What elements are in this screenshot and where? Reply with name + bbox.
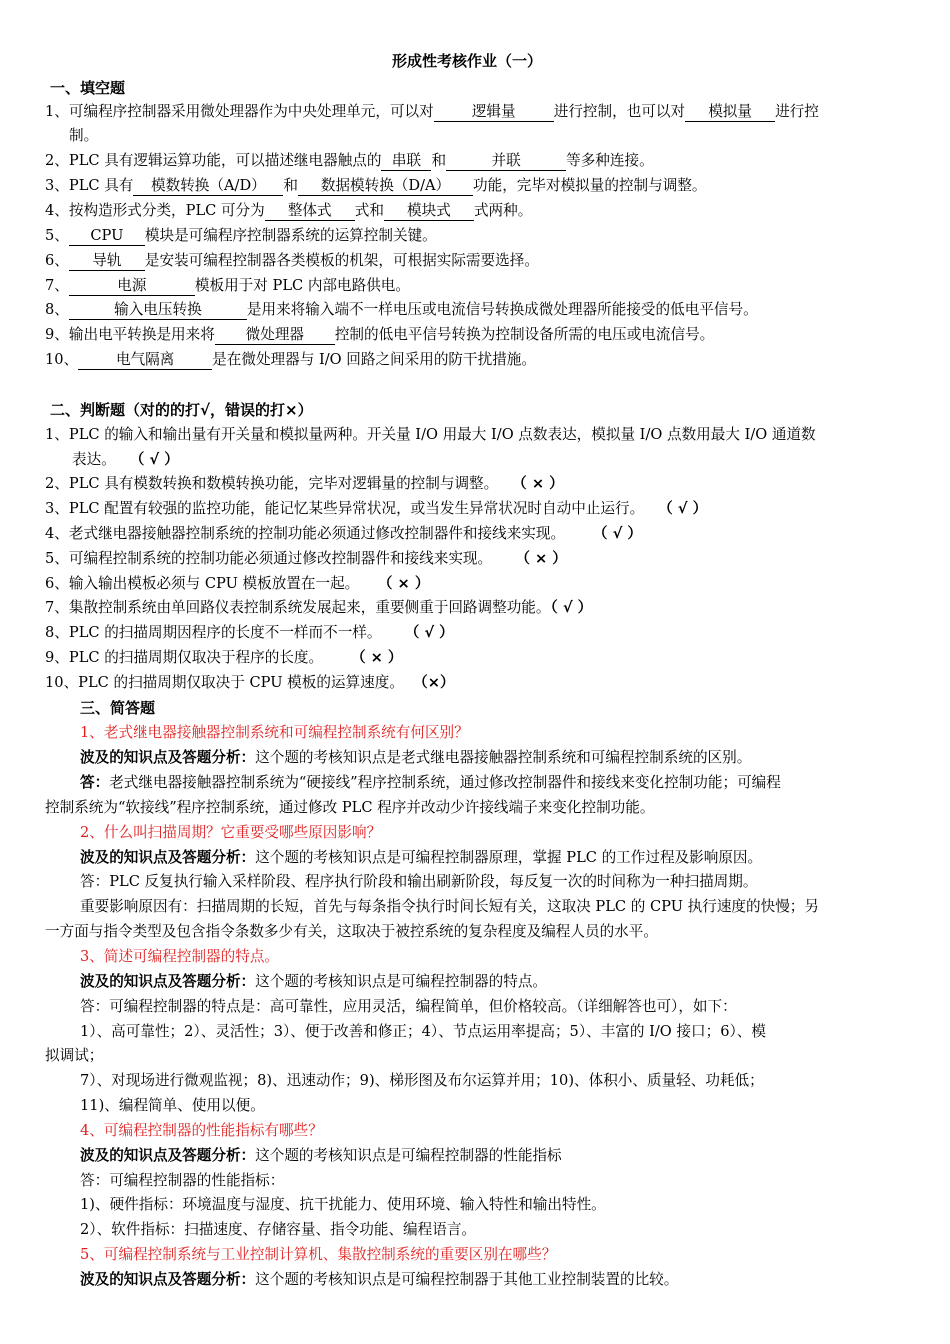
fill-question-5 (45, 225, 437, 247)
question-text: 5、 (45, 227, 69, 244)
short-question-2: 2、什么叫扫描周期？它重要受哪些原因影响？ (80, 824, 382, 841)
analysis-label: 波及的知识点及答题分析： (80, 749, 256, 766)
fill-question-7 (45, 275, 410, 297)
analysis-2 (80, 847, 762, 869)
answer-3-line-1: 答：可编程控制器的特点是：高可靠性，应用灵活，编程简单，但价格较高。（详细解答也可），如下： (80, 998, 737, 1015)
question-text: 是用来将输入端不一样电压或电流信号转换成微处理器所能接受的低电平信号。 (246, 301, 758, 318)
answer-2-line-1: 答：PLC 反复执行输入采样阶段、程序执行阶段和输出刷新阶段，每反复一次的时间称为一种扫描周期。 (80, 873, 758, 890)
answer-blank: 串联 (381, 151, 431, 171)
question-text: 是在微处理器与 I/O 回路之间采用的防干扰措施。 (212, 351, 536, 368)
question-text: 3、PLC 配置有较强的监控功能，能记忆某些异常状况，或当发生异常状况时自动中止运行。 (45, 500, 645, 517)
answer-3-line-5: 11)、编程简单、使用以便。 (80, 1097, 265, 1114)
answer-mark: （ √ ） (592, 525, 643, 542)
analysis-5 (80, 1269, 678, 1291)
question-text: 9、输出电平转换是用来将 (45, 326, 215, 343)
question-text: 和 (431, 152, 447, 169)
fill-question-3 (45, 175, 707, 197)
answer-mark: （ × ） (512, 475, 564, 492)
question-text: 10、PLC 的扫描周期仅取决于 CPU 模板的运算速度。 (45, 674, 404, 691)
fill-question-6 (45, 250, 539, 272)
answer-1-line-2: 控制系统为“软接线”程序控制系统，通过修改 PLC 程序并改动少许接线端子来变化控制功能。 (45, 799, 655, 816)
question-text: 模板用于对 PLC 内部电路供电。 (194, 277, 410, 294)
analysis-text: 这个题的考核知识点是老式继电器接触器控制系统和可编程控制系统的区别。 (255, 749, 752, 766)
question-text: 8、 (45, 301, 69, 318)
tf-question-1-cont (72, 449, 179, 471)
answer-blank: 模数转换（A/D） (133, 176, 283, 196)
section-heading-short-answer: 三、简答题 (80, 699, 156, 717)
fill-question-2 (45, 150, 654, 172)
fill-question-1-cont: 制。 (69, 127, 99, 144)
question-text: 4、按构造形式分类，PLC 可分为 (45, 202, 265, 219)
section-heading-true-false: 二、判断题（对的的打√，错误的打×） (50, 401, 313, 419)
tf-question-10 (45, 672, 455, 694)
answer-2-line-2: 重要影响原因有：扫描周期的长短，首先与每条指令执行时间长短有关，这取决 PLC 的 CPU 执行速度的快慢；另 (80, 898, 819, 915)
question-text: 3、PLC 具有 (45, 177, 134, 194)
question-text: 5、可编程控制系统的控制功能必须通过修改控制器件和接线来实现。 (45, 550, 493, 567)
question-text: 4、老式继电器接触器控制系统的控制功能必须通过修改控制器件和接线来实现。 (45, 525, 566, 542)
answer-blank: 模拟量 (685, 102, 775, 122)
answer-mark: （ × ） (377, 575, 430, 592)
answer-mark: （ √ ） (404, 624, 454, 641)
question-text: 式两种。 (473, 202, 533, 219)
answer-1-line-1 (80, 772, 781, 794)
question-text: 进行控 (775, 103, 819, 120)
fill-question-4 (45, 200, 532, 222)
question-text: 模块是可编程序控制器系统的运算控制关键。 (144, 227, 437, 244)
question-text: 2、PLC 具有逻辑运算功能，可以描述继电器触点的 (45, 152, 382, 169)
answer-blank: 电源 (69, 276, 195, 296)
answer-blank: 电气隔离 (78, 350, 212, 370)
fill-question-9 (45, 324, 714, 346)
short-question-5: 5、可编程控制系统与工业控制计算机、集散控制系统的重要区别在哪些？ (80, 1246, 557, 1263)
fill-question-8 (45, 299, 758, 321)
question-text: 6、 (45, 252, 69, 269)
analysis-1 (80, 747, 751, 769)
answer-3-line-3: 拟调试； (45, 1047, 104, 1064)
answer-label: 答： (80, 774, 110, 791)
short-question-3: 3、简述可编程控制器的特点。 (80, 948, 280, 965)
tf-question-5 (45, 548, 567, 570)
analysis-text: 这个题的考核知识点是可编程控制器于其他工业控制装置的比较。 (255, 1271, 679, 1288)
answer-blank: 数据模转换（D/A） (298, 176, 473, 196)
analysis-label: 波及的知识点及答题分析： (80, 1147, 256, 1164)
short-question-4: 4、可编程控制器的性能指标有哪些？ (80, 1122, 323, 1139)
analysis-label: 波及的知识点及答题分析： (80, 973, 256, 990)
question-text: 功能，完毕对模拟量的控制与调整。 (473, 177, 707, 194)
question-text: 7、 (45, 277, 69, 294)
answer-blank: 输入电压转换 (69, 300, 247, 320)
answer-mark: （ √ ） (658, 500, 708, 517)
question-text: 等多种连接。 (566, 152, 654, 169)
tf-question-9 (45, 647, 403, 669)
question-text: 表达。 (72, 451, 116, 468)
question-text: 6、输入输出模板必须与 CPU 模板放置在一起。 (45, 575, 360, 592)
answer-blank: 整体式 (265, 201, 355, 221)
question-text: 9、PLC 的扫描周期仅取决于程序的长度。 (45, 649, 324, 666)
answer-blank: 导轨 (69, 251, 145, 271)
question-text: 2、PLC 具有模数转换和数模转换功能，完毕对逻辑量的控制与调整。 (45, 475, 499, 492)
answer-4-line-1: 答：可编程控制器的性能指标： (80, 1172, 285, 1189)
answer-4-line-3: 2）、软件指标：扫描速度、存储容量、指令功能、编程语言。 (80, 1221, 477, 1238)
tf-question-3 (45, 498, 707, 520)
answer-3-line-2: 1）、高可靠性；2）、灵活性；3）、便于改善和修正；4）、节点运用率提高；5）、丰富的 I/O 接口；6）、模 (80, 1023, 766, 1040)
answer-3-line-4: 7）、对现场进行微观监视；8)、迅速动作；9)、梯形图及布尔运算并用；10)、体积小、质量轻、功耗低； (80, 1072, 764, 1089)
analysis-text: 这个题的考核知识点是可编程控制器的特点。 (255, 973, 548, 990)
question-text: 8、PLC 的扫描周期因程序的长度不一样而不一样。 (45, 624, 382, 641)
question-text: 10、 (45, 351, 79, 368)
answer-mark: （ × ） (350, 649, 403, 666)
answer-mark: （ √ ） (550, 599, 593, 616)
analysis-text: 这个题的考核知识点是可编程控制器原理，掌握 PLC 的工作过程及影响原因。 (255, 849, 763, 866)
fill-question-1 (45, 101, 819, 123)
question-text: 控制的低电平信号转换为控制设备所需的电压或电流信号。 (334, 326, 715, 343)
answer-blank: CPU (69, 226, 145, 246)
answer-mark: （ × ） (515, 550, 567, 567)
analysis-4 (80, 1145, 562, 1167)
tf-question-8 (45, 622, 454, 644)
fill-question-10 (45, 349, 536, 371)
answer-blank: 模块式 (384, 201, 474, 221)
tf-question-2 (45, 473, 564, 495)
question-text: 是安装可编程控制器各类模板的机架，可根据实际需要选择。 (144, 252, 539, 269)
tf-question-1: 1、PLC 的输入和输出量有开关量和模拟量两种。开关量 I/O 用最大 I/O 点数表达，模拟量 I/O 点数用最大 I/O 通道数 (45, 426, 816, 443)
question-text: 7、集散控制系统由单回路仪表控制系统发展起来，重要侧重于回路调整功能。 (45, 599, 551, 616)
tf-question-4 (45, 523, 642, 545)
tf-question-7 (45, 597, 592, 619)
analysis-text: 这个题的考核知识点是可编程控制器的性能指标 (255, 1147, 562, 1164)
answer-4-line-2: 1)、硬件指标：环境温度与湿度、抗干扰能力、使用环境、输入特性和输出特性。 (80, 1196, 606, 1213)
answer-mark: （ √ ） (129, 451, 179, 468)
analysis-label: 波及的知识点及答题分析： (80, 849, 256, 866)
question-text: 式和 (354, 202, 384, 219)
analysis-label: 波及的知识点及答题分析： (80, 1271, 256, 1288)
analysis-3 (80, 971, 547, 993)
answer-mark: （×） (413, 674, 455, 691)
question-text: 和 (283, 177, 298, 194)
section-heading-fill-in: 一、填空题 (50, 79, 126, 97)
question-text: 进行控制，也可以对 (553, 103, 686, 120)
answer-blank: 并联 (446, 151, 566, 171)
answer-2-line-3: 一方面与指令类型及包含指令条数多少有关，这取决于被控系统的复杂程度及编程人员的水平。 (45, 923, 658, 940)
question-text: 1、可编程序控制器采用微处理器作为中央处理单元，可以对 (45, 103, 434, 120)
answer-text: 老式继电器接触器控制系统为“硬接线”程序控制系统，通过修改控制器件和接线来变化控制功能；可编程 (109, 774, 781, 791)
answer-blank: 逻辑量 (434, 102, 554, 122)
answer-blank: 微处理器 (215, 325, 335, 345)
tf-question-6 (45, 573, 429, 595)
short-question-1: 1、老式继电器接触器控制系统和可编程控制系统有何区别？ (80, 724, 469, 741)
document-title: 形成性考核作业（一） (392, 52, 543, 70)
